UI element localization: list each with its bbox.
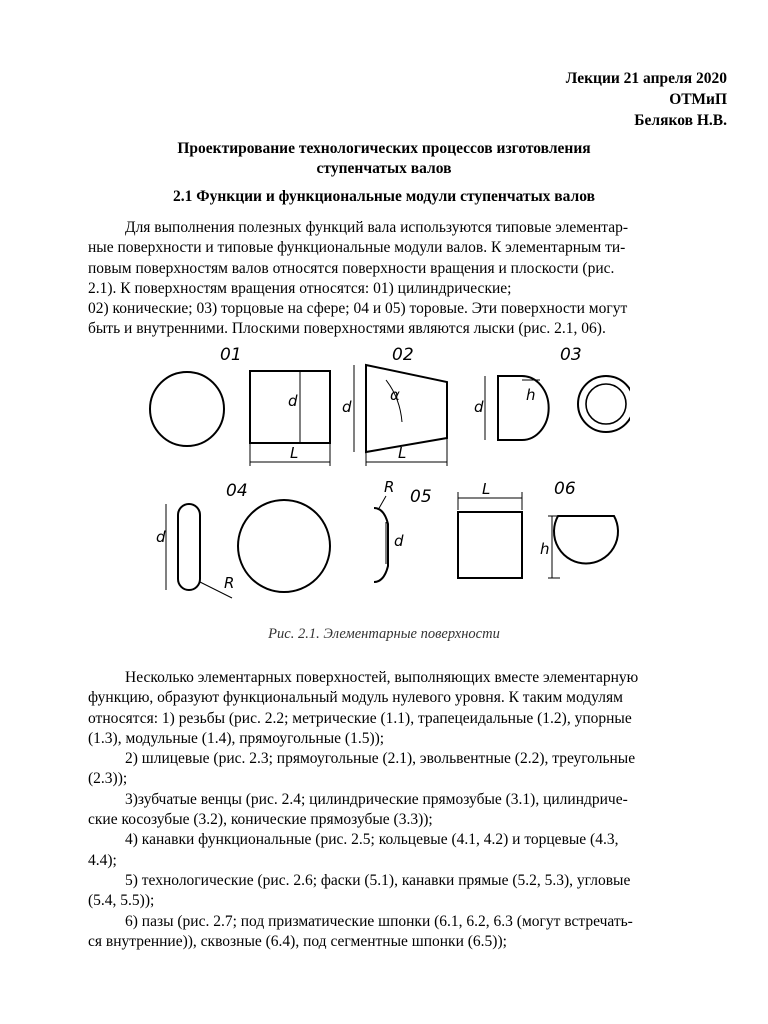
dim-L-01: L (290, 444, 299, 462)
paragraph-line: Для выполнения полезных функций вала используются типовые элементар- (125, 219, 629, 236)
header-lecture-date: Лекции 21 апреля 2020 (565, 70, 727, 87)
paragraph-1 (88, 218, 728, 340)
paragraph-2 (88, 668, 728, 952)
header-author: Беляков Н.В. (634, 112, 727, 129)
title-line-1: Проектирование технологических процессов изготовления (177, 140, 591, 157)
flat-on-shaft-view (554, 516, 618, 563)
label-05: 05 (410, 487, 432, 507)
dim-R-04: R (224, 574, 235, 592)
paragraph-line: (5.4, 5.5)); (88, 892, 155, 910)
torus-end-view (238, 500, 330, 592)
dim-h-03: h (526, 386, 536, 404)
paragraph-line: (2.3)); (88, 770, 128, 788)
dim-d-05: d (394, 532, 404, 550)
label-04: 04 (226, 481, 248, 501)
paragraph-line: 4) канавки функциональные (рис. 2.5; кольцевые (4.1, 4.2) и торцевые (4.3, (125, 831, 619, 849)
figure-caption: Рис. 2.1. Элементарные поверхности (268, 626, 500, 642)
dim-d-03: d (474, 398, 484, 416)
paragraph-line: 4.4); (88, 851, 117, 869)
dim-d-04: d (156, 528, 166, 546)
label-06: 06 (554, 479, 576, 499)
label-01: 01 (220, 345, 242, 365)
section-title: 2.1 Функции и функциональные модули ступенчатых валов (173, 188, 595, 205)
figure-elementary-surfaces (140, 342, 630, 612)
paragraph-line: ные поверхности и типовые функциональные модули валов. К элементарным ти- (88, 239, 626, 257)
paragraph-line: ские косозубые (3.2), конические прямозубые (3.3)); (88, 811, 433, 829)
paragraph-line: 5) технологические (рис. 2.6; фаски (5.1), канавки прямые (5.2, 5.3), угловые (125, 871, 631, 889)
paragraph-line: 3)зубчатые венцы (рис. 2.4; цилиндрические прямозубые (3.1), цилиндриче- (125, 790, 628, 808)
paragraph-line: 02) конические; 03) торцовые на сфере; 04 и 05) торовые. Эти поверхности могут (88, 300, 628, 318)
torus-slot-view (178, 504, 200, 590)
dim-d-01: d (288, 392, 298, 410)
paragraph-line: функцию, образуют функциональный модуль нулевого уровня. К таким модулям (88, 689, 623, 707)
dim-d-02: d (342, 398, 352, 416)
figure-drawing (140, 342, 630, 612)
title-line-2: ступенчатых валов (316, 160, 452, 177)
dim-L-05: L (482, 480, 491, 498)
paragraph-line: Несколько элементарных поверхностей, выполняющих вместе элементарную (125, 669, 639, 686)
inner-ring (586, 384, 626, 424)
paragraph-line: быть и внутренними. Плоскими поверхностями являются лыски (рис. 2.1, 06). (88, 320, 606, 338)
dim-alpha: α (390, 386, 400, 404)
spherical-end-face (498, 376, 549, 440)
dim-R-05: R (384, 478, 395, 496)
label-03: 03 (560, 345, 582, 365)
paragraph-line: 6) пазы (рис. 2.7; под призматические шпонки (6.1, 6.2, 6.3 (могут встречать- (125, 912, 633, 930)
cone-side-view (366, 365, 447, 452)
paragraph-line: (1.3), модульные (1.4), прямоугольные (1.5)); (88, 729, 385, 747)
dim-h-06: h (540, 540, 550, 558)
document-title (60, 139, 708, 179)
paragraph-line: 2) шлицевые (рис. 2.3; прямоугольные (2.1), эвольвентные (2.2), треугольные (125, 750, 636, 768)
paragraph-line: ся внутренние)), сквозные (6.4), под сегментные шпонки (6.5)); (88, 932, 507, 950)
label-02: 02 (392, 345, 414, 365)
square-face-view (458, 512, 522, 578)
paragraph-line: повым поверхностям валов относятся поверхности вращения и плоскости (рис. (88, 259, 615, 277)
paragraph-line: относятся: 1) резьбы (рис. 2.2; метрические (1.1), трапецеидальные (1.2), упорные (88, 709, 632, 727)
header-course: ОТМиП (669, 91, 727, 108)
paragraph-line: 2.1). К поверхностям вращения относятся: 01) цилиндрические; (88, 279, 512, 297)
document-header (566, 68, 727, 131)
cylinder-end-view (150, 372, 224, 446)
dim-L-02: L (398, 444, 407, 462)
